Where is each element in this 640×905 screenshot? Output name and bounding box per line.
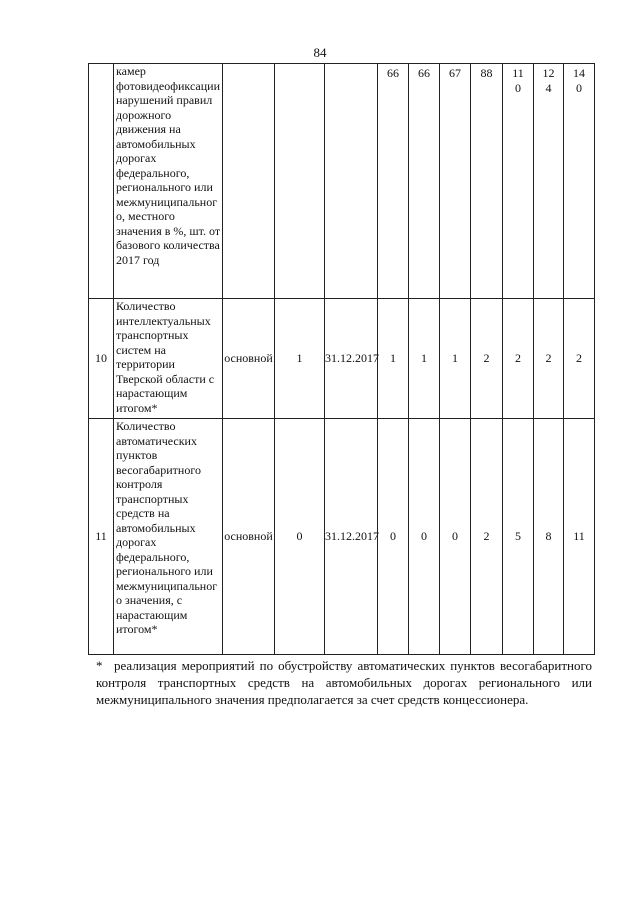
indicator-type: [223, 64, 275, 299]
year-value: 12 4: [534, 64, 564, 299]
year-value: 67: [440, 64, 471, 299]
year-value: 1: [378, 299, 409, 419]
row-number: 11: [89, 419, 114, 655]
indicator-name: камер фотовидеофиксации нарушений правил дорожного движения на автомобильных дорогах федерального, регионального или межмуниципального, местного значения в %, шт. от базового количества 2017 год: [114, 64, 223, 299]
row-number: 10: [89, 299, 114, 419]
base-value: [275, 64, 325, 299]
indicator-name: Количество автоматических пунктов весогабаритного контроля транспортных средств на автомобильных дорогах федерального, регионального или межмуниципального значения, с нарастающим итогом*: [114, 419, 223, 655]
indicator-type: основной: [223, 419, 275, 655]
footnote: [96, 657, 592, 708]
indicators-table: [88, 63, 595, 655]
year-value: 2: [471, 299, 503, 419]
year-value: 14 0: [564, 64, 595, 299]
year-value: 2: [564, 299, 595, 419]
page-number: 84: [313, 45, 327, 60]
year-value: 0: [409, 419, 440, 655]
row-number: [89, 64, 114, 299]
year-value: 11 0: [503, 64, 534, 299]
base-value: 0: [275, 419, 325, 655]
table-row: [89, 299, 595, 419]
base-date: 31.12.2017: [325, 419, 378, 655]
table-row: [89, 419, 595, 655]
footnote-marker: *: [96, 658, 103, 673]
year-value: 8: [534, 419, 564, 655]
year-value: 11: [564, 419, 595, 655]
year-value: 1: [440, 299, 471, 419]
year-value: 66: [378, 64, 409, 299]
year-value: 1: [409, 299, 440, 419]
year-value: 2: [534, 299, 564, 419]
table-row: [89, 64, 595, 299]
year-value: 88: [471, 64, 503, 299]
base-value: 1: [275, 299, 325, 419]
base-date: [325, 64, 378, 299]
year-value: 5: [503, 419, 534, 655]
year-value: 66: [409, 64, 440, 299]
year-value: 2: [503, 299, 534, 419]
year-value: 2: [471, 419, 503, 655]
year-value: 0: [378, 419, 409, 655]
footnote-text: реализация мероприятий по обустройству автоматических пунктов весогабаритного контроля транспортных средств на автомобильных дорогах регионального или межмуниципального значения предполагается за счет средств концессионера.: [96, 658, 592, 707]
base-date: 31.12.2017: [325, 299, 378, 419]
indicator-type: основной: [223, 299, 275, 419]
indicator-name: Количество интеллектуальных транспортных систем на территории Тверской области с нарастающим итогом*: [114, 299, 223, 419]
year-value: 0: [440, 419, 471, 655]
